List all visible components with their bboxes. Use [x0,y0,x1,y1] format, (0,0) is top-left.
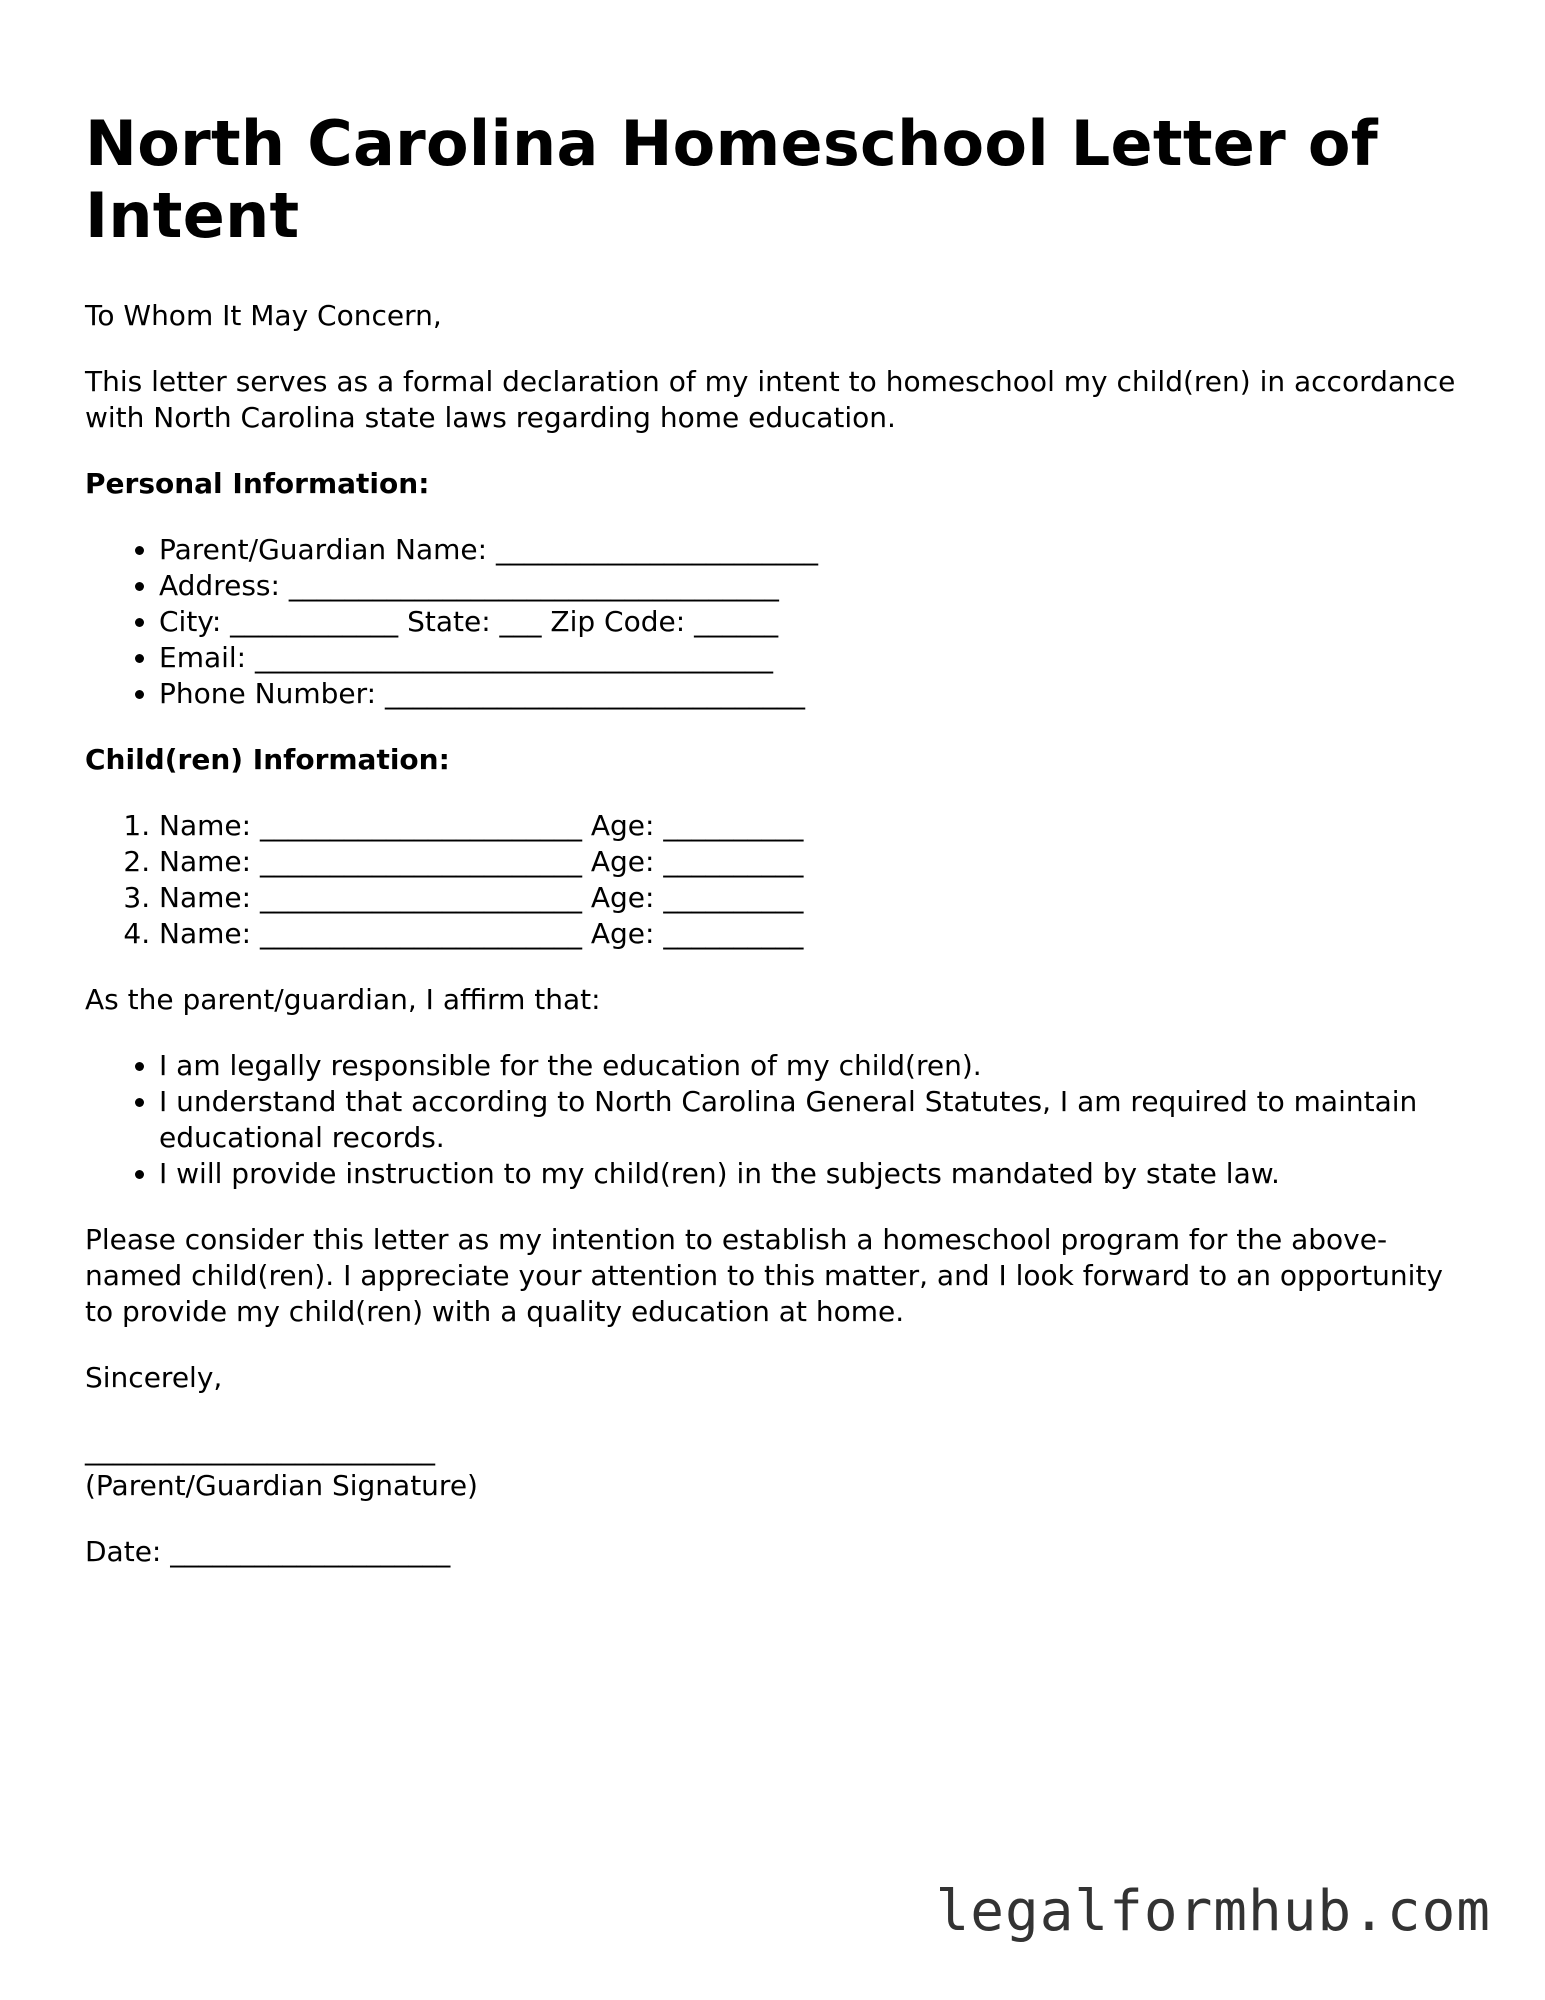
child-entry-3[interactable]: 3. Name: _______________________ Age: __________ [159,880,1465,916]
email-field[interactable]: • Email: _____________________________________ [159,640,1465,676]
address-field[interactable]: • Address: ___________________________________ [159,568,1465,604]
children-info-heading: Child(ren) Information: [85,743,450,776]
signature-caption: (Parent/Guardian Signature) [85,1469,478,1502]
affirmation-item: • I am legally responsible for the education of my child(ren). [159,1048,1465,1084]
signature-line[interactable]: _________________________ [85,1433,435,1466]
closing-paragraph: Please consider this letter as my intention to establish a homeschool program for the above-named child(ren). I appreciate your attention to this matter, and I look forward to an opportunity to provide my child(ren) with a quality education at home. [85,1223,1443,1328]
date-field[interactable]: Date: ____________________ [85,1535,451,1568]
affirmation-item: • I understand that according to North Carolina General Statutes, I am required to maintain educational records. [159,1084,1465,1156]
child-entry-1[interactable]: 1. Name: _______________________ Age: __________ [159,808,1465,844]
parent-name-field[interactable]: • Parent/Guardian Name: _______________________ [159,532,1465,568]
child-entry-2[interactable]: 2. Name: _______________________ Age: __________ [159,844,1465,880]
letter-document [85,108,1465,1600]
affirm-lead: As the parent/guardian, I affirm that: [85,983,601,1016]
intro-paragraph: This letter serves as a formal declaration of my intent to homeschool my child(ren) in accordance with North Carolina state laws regarding home education. [85,365,1456,434]
city-state-zip-field[interactable]: • City: ____________ State: ___ Zip Code: ______ [159,604,1465,640]
page-title: North Carolina Homeschool Letter of Intent [85,107,1379,252]
phone-number-field[interactable]: • Phone Number: ______________________________ [159,676,1465,712]
sign-off: Sincerely, [85,1361,223,1394]
affirmation-item: • I will provide instruction to my child(ren) in the subjects mandated by state law. [159,1156,1465,1192]
children-info-list [85,808,1465,952]
personal-info-heading: Personal Information: [85,467,430,500]
watermark-logo: legalformhub.com [935,1879,1491,1944]
child-entry-4[interactable]: 4. Name: _______________________ Age: __________ [159,916,1465,952]
salutation: To Whom It May Concern, [85,299,442,332]
personal-info-list [85,532,1465,712]
affirmation-list [85,1048,1465,1192]
